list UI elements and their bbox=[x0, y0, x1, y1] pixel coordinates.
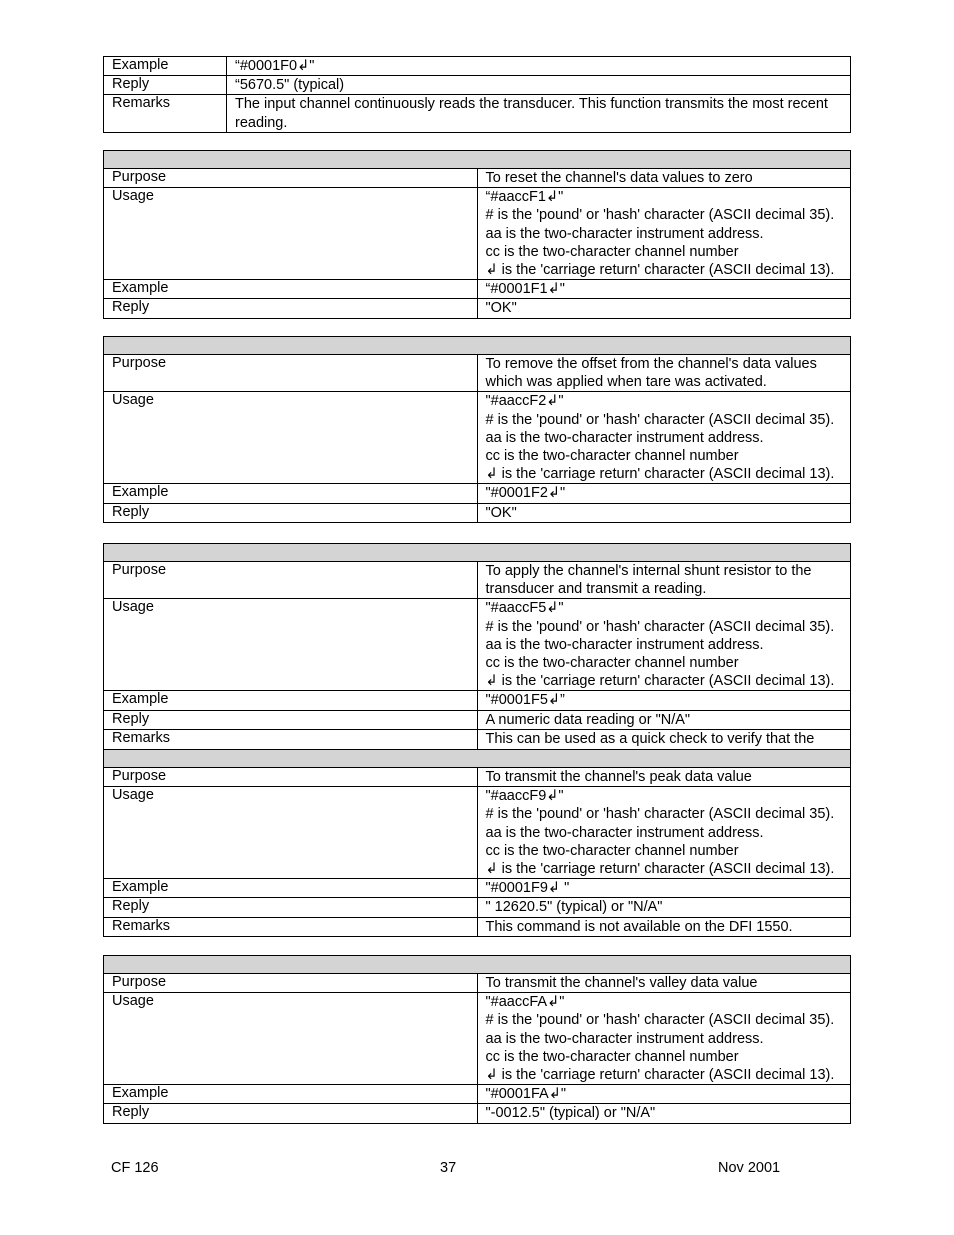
table-row bbox=[104, 299, 851, 318]
table-row bbox=[104, 188, 851, 280]
value-line: cc is the two-character channel number bbox=[485, 1048, 739, 1065]
table-row bbox=[104, 879, 851, 898]
table-row bbox=[104, 917, 851, 936]
row-label: Usage bbox=[104, 787, 478, 879]
command-table bbox=[103, 749, 851, 937]
value-line: aa is the two-character instrument address. bbox=[485, 636, 764, 653]
table-row bbox=[104, 768, 851, 787]
table-header-bar bbox=[104, 544, 851, 562]
row-value bbox=[477, 691, 851, 710]
value-line: "#0001FA↲" bbox=[485, 1086, 566, 1103]
value-line: # is the 'pound' or 'hash' character (ASCII decimal 35). bbox=[485, 207, 835, 224]
table-header-bar bbox=[104, 151, 851, 169]
table-header-cell bbox=[104, 337, 851, 355]
row-label: Reply bbox=[104, 503, 478, 522]
table-row bbox=[104, 76, 851, 95]
value-line: ↲ is the 'carriage return' character (ASCII decimal 13). bbox=[485, 262, 835, 279]
table-header-bar bbox=[104, 337, 851, 355]
value-line: ↲ is the 'carriage return' character (ASCII decimal 13). bbox=[485, 1067, 835, 1084]
value-line: aa is the two-character instrument address. bbox=[485, 824, 764, 841]
table-row bbox=[104, 974, 851, 993]
value-line: " 12620.5" (typical) or "N/A" bbox=[485, 899, 663, 916]
row-value bbox=[477, 599, 851, 691]
value-line: aa is the two-character instrument address. bbox=[485, 429, 764, 446]
value-line: cc is the two-character channel number bbox=[485, 842, 739, 859]
value-line: ↲ is the 'carriage return' character (ASCII decimal 13). bbox=[485, 861, 835, 878]
row-value bbox=[477, 280, 851, 299]
footer-date: Nov 2001 bbox=[718, 1160, 781, 1176]
value-line: "-0012.5" (typical) or "N/A" bbox=[485, 1105, 656, 1122]
table-row bbox=[104, 1104, 851, 1123]
row-label: Purpose bbox=[104, 169, 478, 188]
table-row bbox=[104, 1085, 851, 1104]
value-line: To transmit the channel's valley data value bbox=[485, 975, 758, 991]
row-label: Example bbox=[104, 1085, 478, 1104]
row-label: Remarks bbox=[104, 917, 478, 936]
command-table bbox=[103, 56, 851, 133]
table-header-bar bbox=[104, 750, 851, 768]
table-row bbox=[104, 95, 851, 132]
row-value bbox=[477, 787, 851, 879]
row-label: Reply bbox=[104, 710, 478, 729]
value-line: "#aaccF9↲" bbox=[485, 788, 564, 805]
table-row bbox=[104, 787, 851, 879]
command-table bbox=[103, 150, 851, 319]
value-line: "OK" bbox=[485, 300, 517, 317]
footer-doc-id: CF 126 bbox=[111, 1160, 159, 1176]
row-value bbox=[477, 503, 851, 522]
value-line: ↲ is the 'carriage return' character (ASCII decimal 13). bbox=[485, 673, 835, 690]
value-line: # is the 'pound' or 'hash' character (ASCII decimal 35). bbox=[485, 618, 835, 635]
value-line: A numeric data reading or "N/A" bbox=[485, 711, 691, 728]
value-line: "#0001F2↲" bbox=[485, 485, 566, 502]
table-row bbox=[104, 484, 851, 503]
table-row bbox=[104, 169, 851, 188]
row-label: Reply bbox=[104, 299, 478, 318]
value-line: This command is not available on the DFI 1550. bbox=[485, 918, 793, 935]
row-value bbox=[227, 76, 851, 95]
value-line: # is the 'pound' or 'hash' character (ASCII decimal 35). bbox=[485, 1012, 835, 1029]
value-line: This can be used as a quick check to verify that the bbox=[485, 730, 815, 747]
value-line: cc is the two-character channel number bbox=[485, 655, 739, 672]
value-line: aa is the two-character instrument address. bbox=[485, 1030, 764, 1047]
row-label: Usage bbox=[104, 993, 478, 1085]
table-row bbox=[104, 898, 851, 917]
table-row bbox=[104, 993, 851, 1085]
value-line: “#0001F0↲" bbox=[235, 58, 315, 74]
value-line: "#0001F5↲” bbox=[485, 692, 565, 709]
row-label: Purpose bbox=[104, 768, 478, 787]
row-value bbox=[477, 710, 851, 729]
row-label: Purpose bbox=[104, 974, 478, 993]
row-value bbox=[477, 917, 851, 936]
row-value bbox=[477, 392, 851, 484]
value-line: “#0001F1↲" bbox=[485, 281, 565, 298]
row-value bbox=[477, 974, 851, 993]
row-label: Example bbox=[104, 879, 478, 898]
row-label: Reply bbox=[104, 898, 478, 917]
row-value bbox=[227, 95, 851, 132]
row-label: Remarks bbox=[104, 95, 227, 132]
row-label: Remarks bbox=[104, 729, 478, 766]
value-line: "#0001F9↲ " bbox=[485, 880, 570, 897]
row-value bbox=[477, 993, 851, 1085]
value-line: To apply the channel's internal shunt resistor to the transducer and transmit a reading. bbox=[485, 563, 816, 598]
command-table bbox=[103, 336, 851, 523]
value-line: cc is the two-character channel number bbox=[485, 448, 739, 465]
value-line: To reset the channel's data values to zero bbox=[485, 170, 753, 186]
row-value bbox=[477, 562, 851, 599]
table-row bbox=[104, 710, 851, 729]
row-label: Example bbox=[104, 484, 478, 503]
row-value bbox=[477, 898, 851, 917]
table-header-cell bbox=[104, 750, 851, 768]
table-header-cell bbox=[104, 151, 851, 169]
command-table bbox=[103, 955, 851, 1124]
value-line: “5670.5" (typical) bbox=[235, 77, 345, 94]
value-line: aa is the two-character instrument address. bbox=[485, 225, 764, 242]
row-value bbox=[227, 57, 851, 76]
row-label: Usage bbox=[104, 392, 478, 484]
row-value bbox=[477, 1085, 851, 1104]
row-label: Usage bbox=[104, 188, 478, 280]
row-value bbox=[477, 299, 851, 318]
value-line: "#aaccF5↲" bbox=[485, 600, 564, 617]
table-row bbox=[104, 599, 851, 691]
table-row bbox=[104, 503, 851, 522]
value-line: To remove the offset from the channel's data values which was applied when tare was activated. bbox=[485, 356, 821, 391]
value-line: To transmit the channel's peak data value bbox=[485, 769, 752, 785]
row-label: Example bbox=[104, 691, 478, 710]
footer-page-number: 37 bbox=[440, 1160, 457, 1176]
row-value bbox=[477, 169, 851, 188]
command-table bbox=[103, 543, 851, 767]
row-label: Example bbox=[104, 280, 478, 299]
table-row bbox=[104, 280, 851, 299]
row-label: Reply bbox=[104, 1104, 478, 1123]
row-value bbox=[477, 768, 851, 787]
value-line: "#aaccF2↲" bbox=[485, 393, 564, 410]
value-line: # is the 'pound' or 'hash' character (ASCII decimal 35). bbox=[485, 411, 835, 428]
table-header-bar bbox=[104, 956, 851, 974]
value-line: The input channel continuously reads the transducer. This function transmits the most recent reading. bbox=[235, 96, 832, 131]
row-value bbox=[477, 1104, 851, 1123]
row-label: Usage bbox=[104, 599, 478, 691]
table-row bbox=[104, 392, 851, 484]
row-value bbox=[477, 484, 851, 503]
row-value bbox=[477, 355, 851, 392]
row-label: Purpose bbox=[104, 355, 478, 392]
row-label: Purpose bbox=[104, 562, 478, 599]
value-line: “#aaccF1↲" bbox=[485, 189, 564, 206]
table-header-cell bbox=[104, 544, 851, 562]
value-line: "#aaccFA↲" bbox=[485, 994, 565, 1011]
value-line: # is the 'pound' or 'hash' character (ASCII decimal 35). bbox=[485, 806, 835, 823]
row-value bbox=[477, 188, 851, 280]
table-header-cell bbox=[104, 956, 851, 974]
value-line: "OK" bbox=[485, 504, 517, 521]
row-label: Example bbox=[104, 57, 227, 76]
table-row bbox=[104, 691, 851, 710]
row-value bbox=[477, 879, 851, 898]
table-row bbox=[104, 355, 851, 392]
value-line: ↲ is the 'carriage return' character (ASCII decimal 13). bbox=[485, 466, 835, 483]
row-label: Reply bbox=[104, 76, 227, 95]
table-row bbox=[104, 562, 851, 599]
value-line: cc is the two-character channel number bbox=[485, 243, 739, 260]
table-row bbox=[104, 57, 851, 76]
